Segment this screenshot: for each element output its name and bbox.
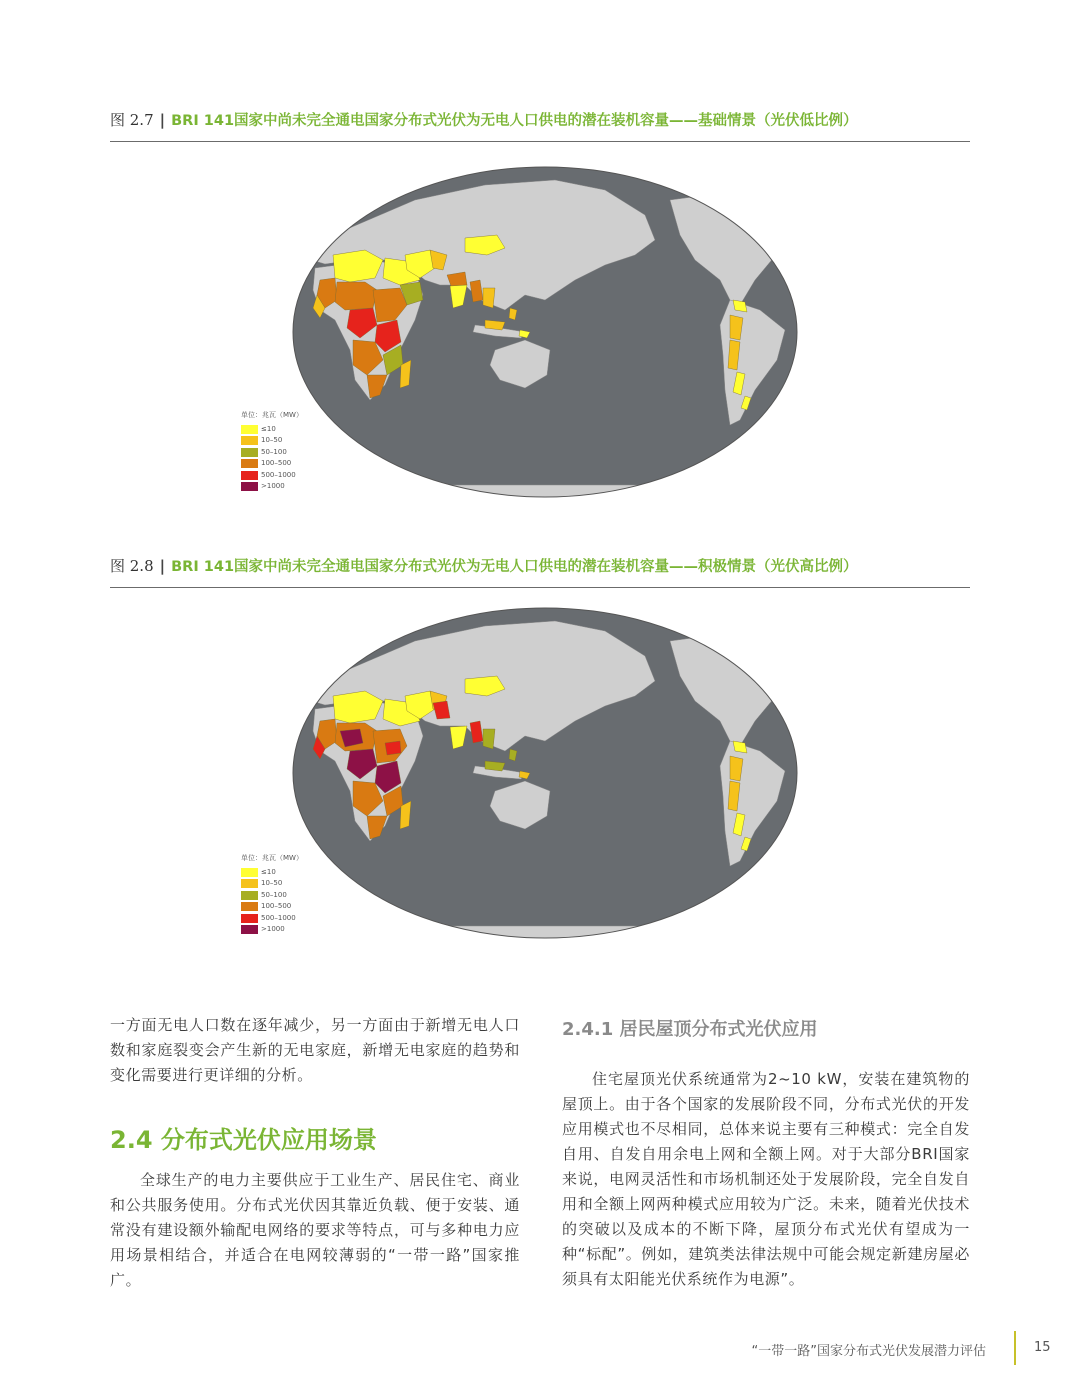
figure-caption: [110, 555, 970, 578]
legend-swatch: [241, 482, 258, 491]
legend-item: [241, 458, 303, 470]
caption-divider: |: [159, 111, 166, 129]
legend-item: [241, 470, 303, 482]
legend-swatch: [241, 914, 258, 923]
legend-label: 500–1000: [261, 913, 296, 922]
legend-item: [241, 481, 303, 493]
legend-swatch: [241, 925, 258, 934]
legend-item: [241, 901, 303, 913]
legend-swatch: [241, 868, 258, 877]
map-legend: [241, 410, 303, 493]
legend-item: [241, 447, 303, 459]
legend-item: [241, 913, 303, 925]
footer-divider: [1014, 1331, 1016, 1365]
legend-label: 100–500: [261, 459, 292, 467]
legend-item: [241, 867, 303, 879]
legend-swatch: [241, 879, 258, 888]
legend-swatch: [241, 471, 258, 480]
legend-swatch: [241, 459, 258, 468]
legend-label: >1000: [261, 925, 285, 933]
legend-label: 50–100: [261, 447, 287, 456]
legend-title: 单位：兆瓦（MW）: [241, 854, 303, 862]
legend-label: 10–50: [261, 879, 283, 887]
legend-swatch: [241, 448, 258, 457]
legend-label: 50–100: [261, 890, 287, 899]
world-map-basic-scenario: [225, 160, 865, 520]
figure-title: BRI 141国家中尚未完全通电国家分布式光伏为无电人口供电的潜在装机容量——积极情景（光伏高比例）: [171, 559, 858, 575]
figure-caption: [110, 109, 970, 132]
figure-number: 图 2.7: [110, 111, 154, 129]
legend-swatch: [241, 425, 258, 434]
page-number: 15: [1034, 1340, 1051, 1355]
legend-item: [241, 435, 303, 447]
section-heading: 2.4 分布式光伏应用场景: [110, 1126, 377, 1154]
intro-paragraph: 一方面无电人口数在逐年减少，另一方面由于新增无电人口数和家庭裂变会产生新的无电家庭，新增无电家庭的趋势和变化需要进行更详细的分析。: [110, 1016, 520, 1084]
map-legend: [241, 853, 303, 936]
legend-item: [241, 424, 303, 436]
world-map-active-scenario: [225, 603, 865, 963]
legend-label: 100–500: [261, 902, 292, 910]
caption-rule: [110, 141, 970, 142]
legend-label: ≤10: [261, 867, 276, 876]
subsection-paragraph: 住宅屋顶光伏系统通常为2~10 kW，安装在建筑物的屋顶上。由于各个国家的发展阶段不同，分布式光伏的开发应用模式也不尽相同，总体来说主要有三种模式：完全自发自用、自发自用余电上网和全额上网。对于大部分BRI国家来说，电网灵活性和市场机制还处于发展阶段，完全自发自用和全额上网两种模式应用较为广泛。未来，随着光伏技术的突破以及成本的不断下降，屋顶分布式光伏有望成为一种“标配”。例如，建筑类法律法规中可能会规定新建房屋必须具有太阳能光伏系统作为电源”。: [562, 1070, 970, 1288]
legend-label: 500–1000: [261, 470, 296, 479]
section-paragraph: 全球生产的电力主要供应于工业生产、居民住宅、商业和公共服务使用。分布式光伏因其靠近负载、便于安装、通常没有建设额外输配电网络的要求等特点，可与多种电力应用场景相结合，并适合在电网较薄弱的“一带一路”国家推广。: [110, 1171, 520, 1289]
legend-title: 单位：兆瓦（MW）: [241, 411, 303, 419]
subsection-heading: 2.4.1 居民屋顶分布式光伏应用: [562, 1019, 818, 1040]
caption-rule: [110, 587, 970, 588]
figure-number: 图 2.8: [110, 557, 154, 575]
legend-swatch: [241, 436, 258, 445]
legend-label: >1000: [261, 482, 285, 490]
figure-title: BRI 141国家中尚未完全通电国家分布式光伏为无电人口供电的潜在装机容量——基础情景（光伏低比例）: [171, 113, 858, 129]
legend-label: 10–50: [261, 436, 283, 444]
legend-swatch: [241, 902, 258, 911]
legend-label: ≤10: [261, 424, 276, 433]
footer-title: “一带一路”国家分布式光伏发展潜力评估: [751, 1344, 986, 1359]
legend-swatch: [241, 891, 258, 900]
caption-divider: |: [159, 557, 166, 575]
legend-item: [241, 878, 303, 890]
legend-item: [241, 890, 303, 902]
legend-item: [241, 924, 303, 936]
